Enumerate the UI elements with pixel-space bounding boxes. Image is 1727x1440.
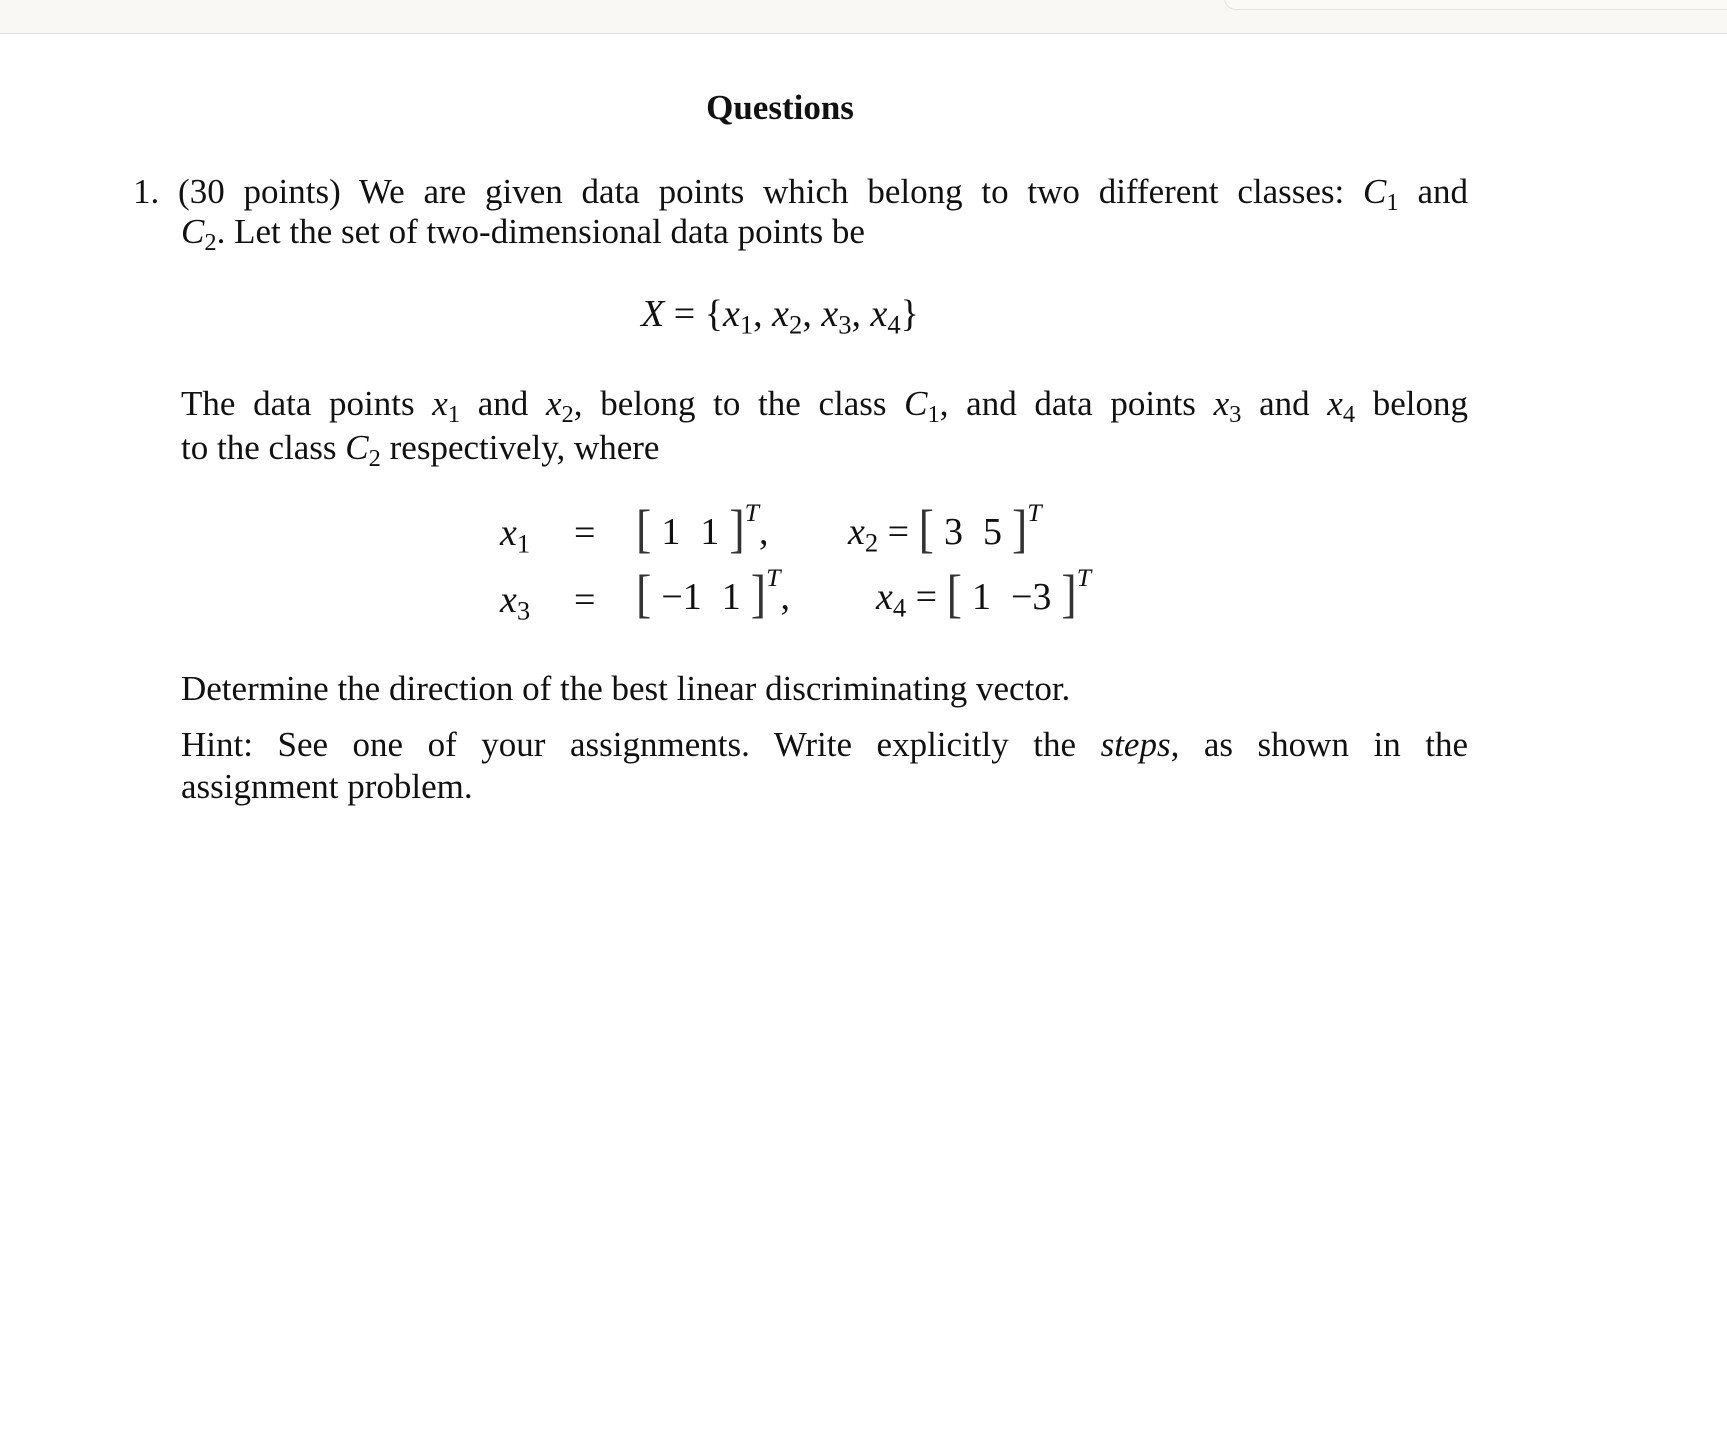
question-points: (30 points) bbox=[178, 172, 341, 211]
vector-x3-label: $x_3$ bbox=[500, 579, 531, 626]
equals-sign: = bbox=[574, 579, 596, 621]
question-1-line-1: 1. (30 points) We are given data points which belong to two different classes: $C_1$ and bbox=[133, 172, 1468, 216]
determine-instruction: Determine the direction of the best linear discriminating vector. bbox=[181, 669, 1071, 708]
vector-x2: $x_2$ = [ 3 5 ]$^T$ bbox=[848, 497, 1042, 558]
paragraph-line-2: to the class $C_2$ respectively, where bbox=[181, 428, 660, 472]
question-number: 1. bbox=[133, 172, 160, 211]
hint-line-1: Hint: See one of your assignments. Write explicitly the steps, as shown in the bbox=[181, 725, 1468, 764]
page-title: Questions bbox=[706, 88, 854, 127]
set-equation: $X = \{x_1$, $x_2$, $x_3$, $x_4$} bbox=[641, 293, 919, 340]
vector-x1: [ 1 1 ]$^T$, bbox=[636, 497, 769, 558]
vector-x3: [ −1 1 ]$^T$, bbox=[636, 562, 790, 623]
hint-line-2: assignment problem. bbox=[181, 767, 473, 806]
vector-x4: $x_4$ = [ 1 −3 ]$^T$ bbox=[876, 562, 1092, 623]
paragraph-line-1: The data points $x_1$ and $x_2$, belong to the class $C_1$, and data points $x_3$ and $x_4$ belong bbox=[181, 384, 1469, 428]
question-1-line-2: $C_2$. Let the set of two-dimensional data points be bbox=[181, 212, 865, 256]
equals-sign: = bbox=[574, 512, 596, 554]
vector-x1-label: $x_1$ bbox=[500, 512, 531, 559]
